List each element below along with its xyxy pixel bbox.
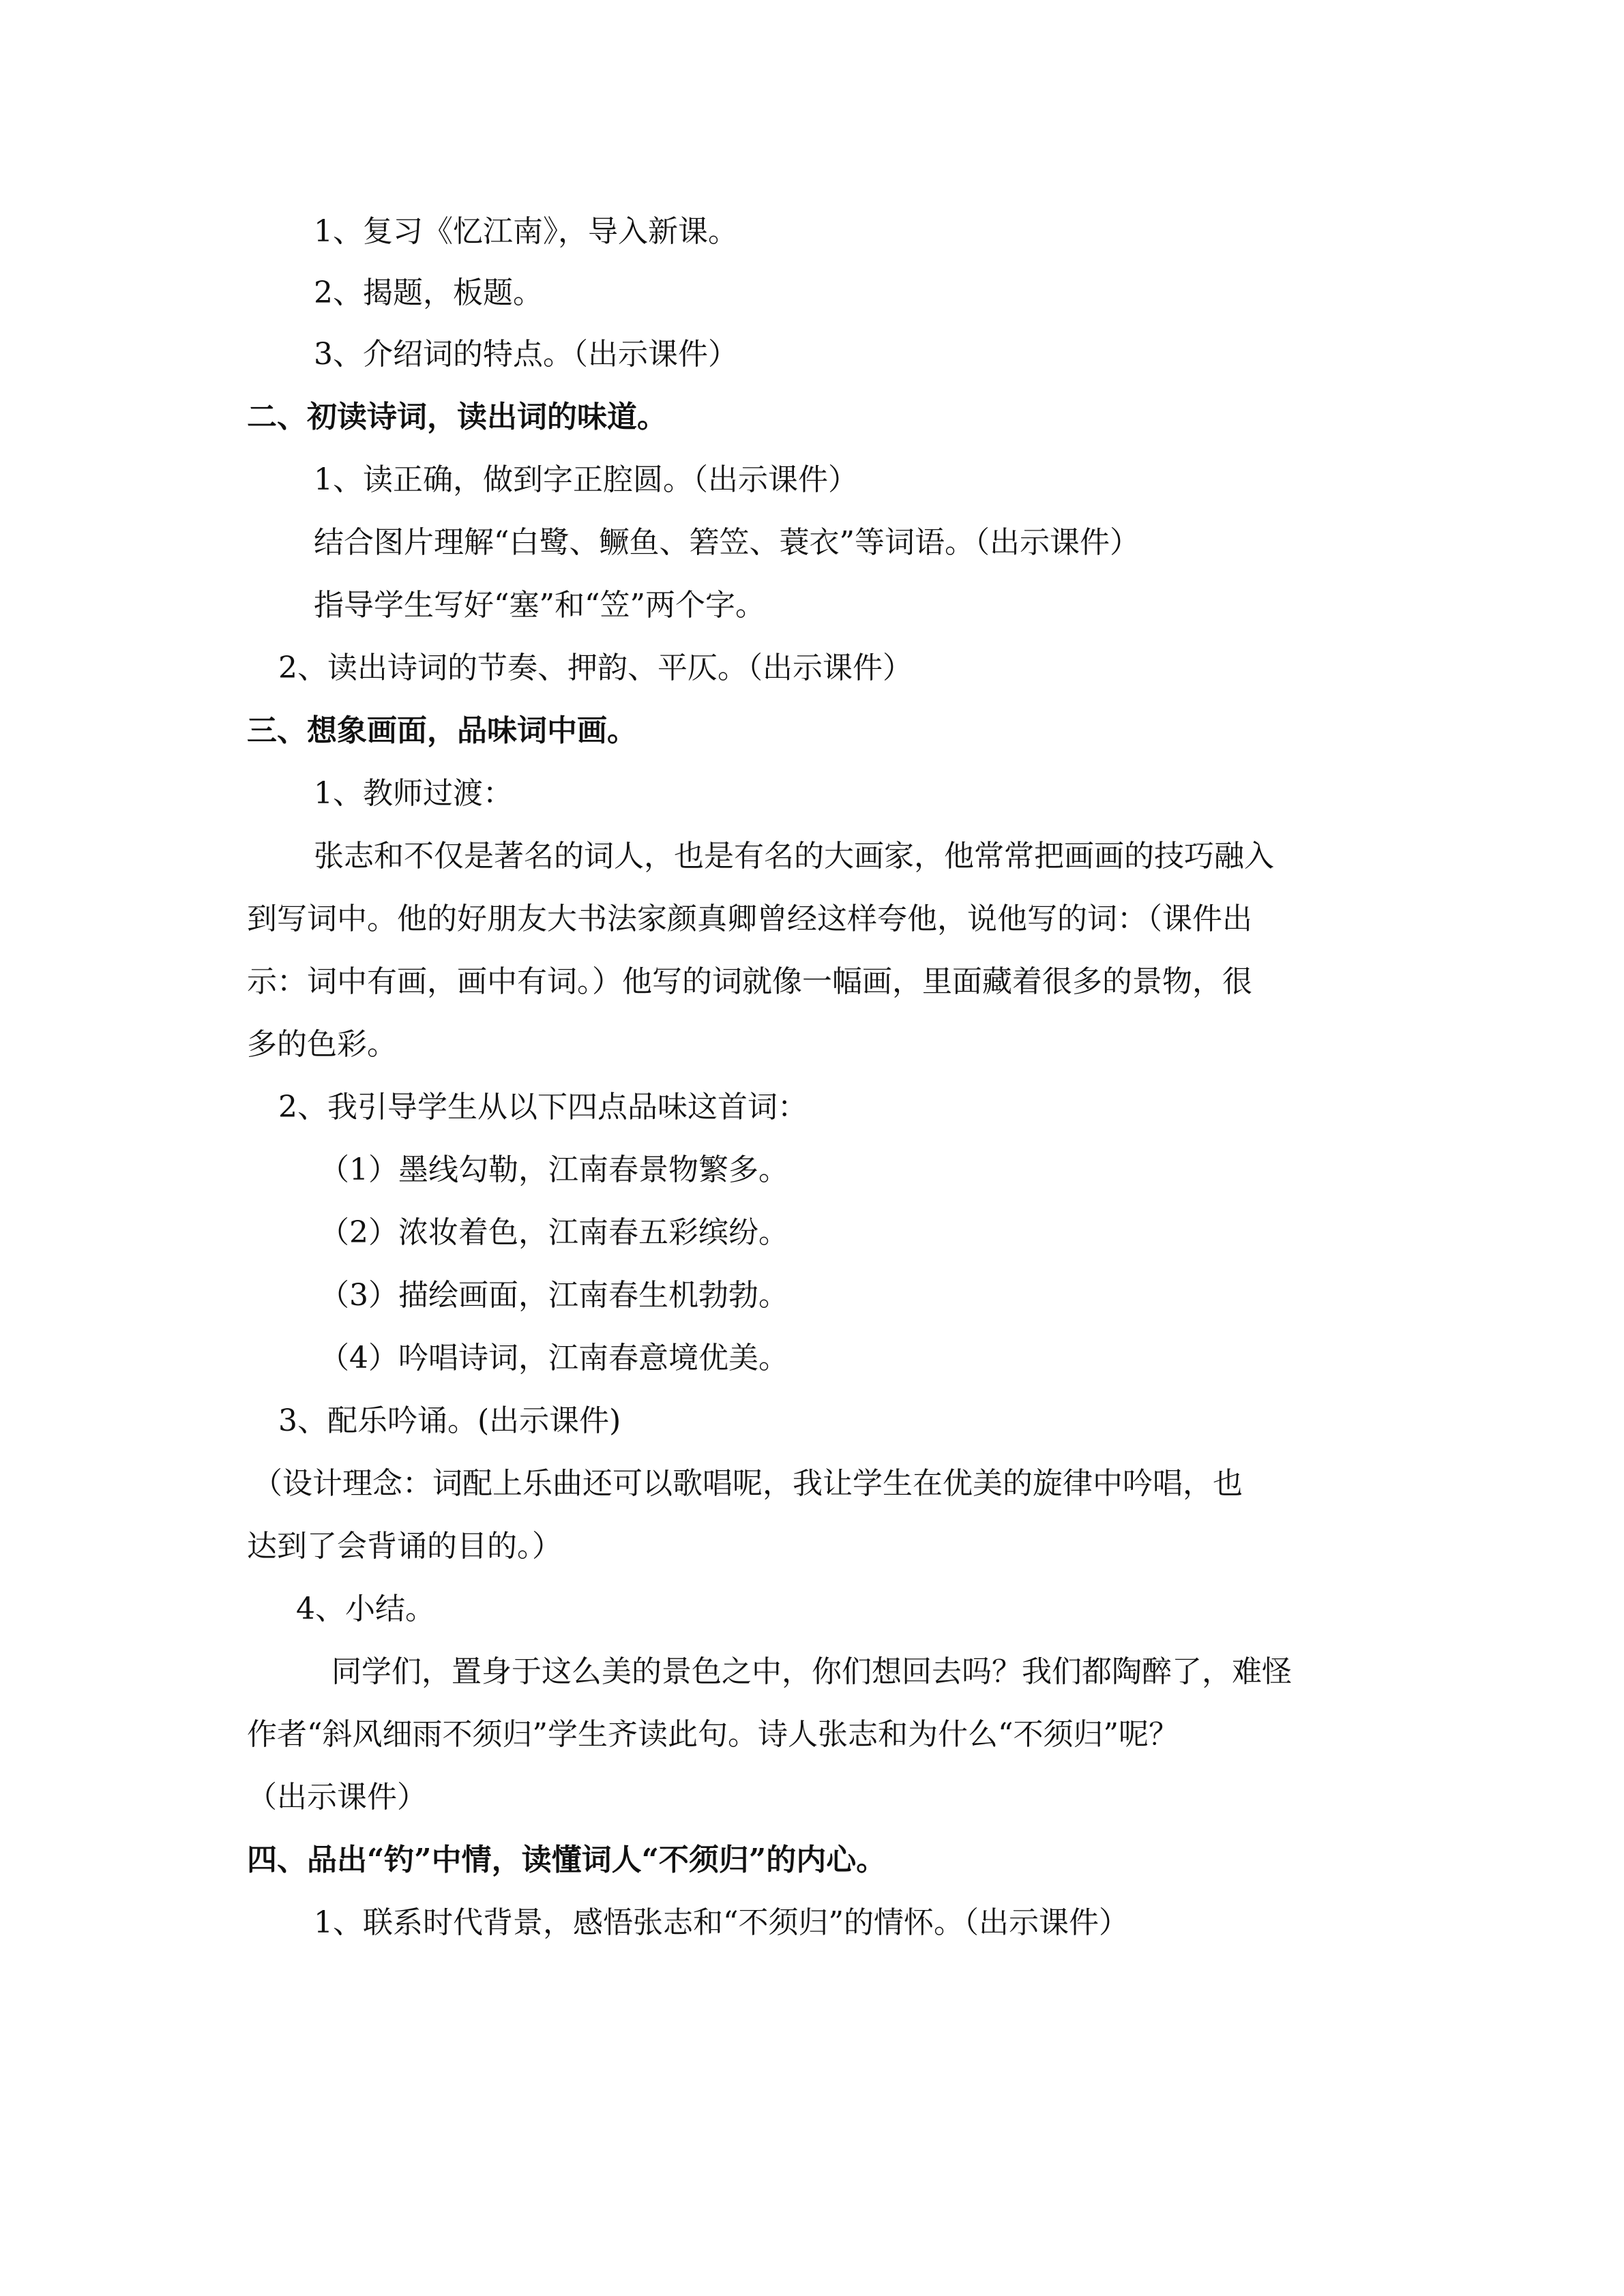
list-item: （1）墨线勾勒，江南春景物繁多。 [319,1152,788,1187]
text-line: 3、介绍词的特点。（出示课件） [314,337,738,372]
text-line: 2、揭题，板题。 [314,275,543,310]
text-line: 3、配乐吟诵。(出示课件) [278,1403,621,1438]
paragraph-line: （设计理念：词配上乐曲还可以歌唱呢，我让学生在优美的旋律中吟唱，也 [252,1466,1243,1501]
section-heading: 三、想象画面，品味词中画。 [247,713,637,748]
section-heading: 四、品出“钓”中情，读懂词人“不须归”的内心。 [247,1843,887,1877]
text-line: 指导学生写好“塞”和“笠”两个字。 [314,588,765,623]
text-line: 1、复习《忆江南》，导入新课。 [314,214,738,249]
list-item: （4）吟唱诗词，江南春意境优美。 [319,1341,788,1375]
text-line: 结合图片理解“白鹭、鳜鱼、箬笠、蓑衣”等词语。（出示课件） [314,525,1140,560]
text-line: 2、我引导学生从以下四点品味这首词： [278,1090,808,1124]
paragraph-line: 张志和不仅是著名的词人，也是有名的大画家，他常常把画画的技巧融入 [314,839,1274,874]
paragraph-line: 作者“斜风细雨不须归”学生齐读此句。诗人张志和为什么“不须归”呢？ [247,1717,1179,1752]
paragraph-line: 多的色彩。 [247,1027,397,1062]
text-line: 1、读正确，做到字正腔圆。（出示课件） [314,462,858,497]
paragraph-line: 同学们，置身于这么美的景色之中，你们想回去吗？我们都陶醉了，难怪 [331,1654,1292,1689]
paragraph-line: （出示课件） [247,1780,427,1815]
paragraph-line: 示：词中有画，画中有词。）他写的词就像一幅画，里面藏着很多的景物，很 [247,964,1252,999]
list-item: （3）描绘画面，江南春生机勃勃。 [319,1278,788,1313]
paragraph-line: 达到了会背诵的目的。） [247,1529,562,1564]
section-heading: 二、初读诗词，读出词的味道。 [247,400,667,434]
text-line: 4、小结。 [296,1592,435,1626]
text-line: 2、读出诗词的节奏、押韵、平仄。（出示课件） [278,651,913,685]
paragraph-line: 到写词中。他的好朋友大书法家颜真卿曾经这样夸他，说他写的词：（课件出 [247,901,1252,936]
text-line: 1、联系时代背景，感悟张志和“不须归”的情怀。（出示课件） [314,1905,1129,1940]
text-line: 1、教师过渡： [314,776,513,811]
list-item: （2）浓妆着色，江南春五彩缤纷。 [319,1215,788,1250]
